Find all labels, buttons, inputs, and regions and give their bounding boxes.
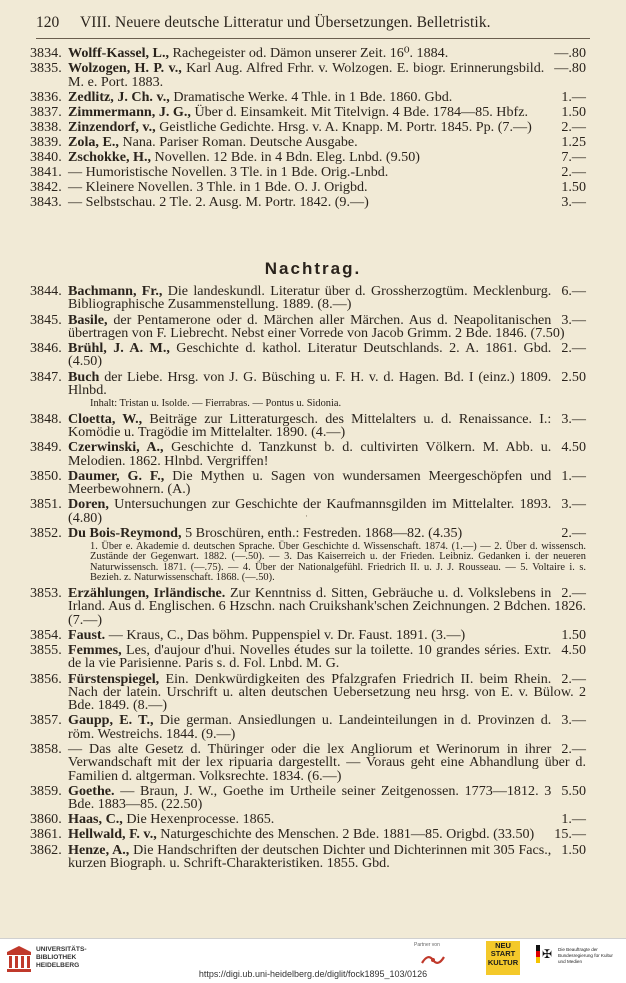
entry-author: Gaupp, E. T., bbox=[68, 712, 154, 729]
catalog-entry bbox=[0, 118, 626, 135]
entry-author: Hellwald, F. v., bbox=[68, 826, 157, 843]
entry-author: Cloetta, W., bbox=[68, 410, 143, 427]
catalog-entry bbox=[0, 587, 626, 627]
entry-description: — Braun, J. W., Goethe im Urtheile seiner Zeitgenossen. 1773—1812. 3 Bde. 1883—85. (22.50) bbox=[68, 782, 552, 813]
catalog-entry bbox=[0, 524, 626, 541]
entry-description: Die german. Ansiedlungen u. Landeinteilungen in d. Provinzen d. röm. Westreichs. 1844. (9.—) bbox=[68, 712, 552, 742]
entry-price: 2.— bbox=[561, 118, 586, 135]
entry-description: Karl Aug. Alfred Frhr. v. Wolzogen. E. biogr. Erinnerungsbild. M. e. Port. 1883. bbox=[68, 60, 545, 90]
entry-author: Erzählungen, Irländische. bbox=[68, 585, 226, 602]
entry-number: 3841. bbox=[30, 164, 62, 181]
section-title: Nachtrag. bbox=[264, 259, 362, 278]
entry-author: Fürstenspiegel, bbox=[68, 670, 160, 687]
catalog-entry bbox=[0, 148, 626, 165]
catalog-entry bbox=[0, 813, 626, 826]
entry-description: Die Handschriften der deutschen Dichter und Dichterinnen mit 305 Facs., kurzen Biograph. u. Schrift-Charakteristiken. 1855. Gbd. bbox=[68, 841, 552, 871]
entry-body bbox=[68, 103, 586, 120]
entry-body bbox=[68, 47, 586, 60]
catalog-list-supplement bbox=[0, 285, 626, 872]
catalog-entry bbox=[0, 47, 626, 60]
entry-body bbox=[68, 441, 586, 468]
entry-description: Die Mythen u. Sagen von wundersamen Meergeschöpfen und Meerbewohnern. (A.) bbox=[68, 467, 552, 497]
entry-number: 3853. bbox=[30, 585, 62, 602]
entry-description: Nana. Pariser Roman. Deutsche Ausgabe. bbox=[122, 133, 358, 150]
entry-body bbox=[68, 740, 586, 784]
entry-number: 3848. bbox=[30, 410, 62, 427]
entry-note: Inhalt: Tristan u. Isolde. — Fierrabras. — Pontus u. Sidonia. bbox=[90, 398, 342, 409]
neustart-kultur-logo[interactable] bbox=[486, 941, 520, 975]
entry-number: 3861. bbox=[30, 826, 62, 843]
running-title: VIII. Neuere deutsche Litteratur und Übersetzungen. Belletristik. bbox=[80, 14, 491, 31]
catalog-entry bbox=[0, 311, 626, 341]
catalog-entry bbox=[0, 828, 626, 841]
entry-number: 3840. bbox=[30, 148, 62, 165]
entry-price: —.80 bbox=[554, 45, 586, 61]
entry-description: 5 Broschüren, enth.: Festreden. 1868—82. (4.35) bbox=[185, 524, 463, 541]
catalog-entry bbox=[0, 740, 626, 784]
entry-body bbox=[68, 181, 586, 194]
entry-price: 3.— bbox=[561, 496, 586, 513]
catalog-entry bbox=[0, 62, 626, 89]
entry-body bbox=[68, 133, 586, 150]
neustart-line-2: START bbox=[490, 949, 516, 959]
entry-number: 3856. bbox=[30, 670, 62, 687]
entry-body bbox=[68, 587, 586, 627]
entry-price: 2.— bbox=[561, 740, 586, 757]
entry-price: 1.— bbox=[561, 467, 586, 484]
neustart-line-3: KULTUR bbox=[487, 957, 519, 967]
entry-number: 3847. bbox=[30, 368, 62, 385]
entry-number: 3839. bbox=[30, 133, 62, 150]
entry-description: der Pentamerone oder d. Märchen aller Märchen. Aus d. Neapolitanischen übertragen von F. Liebrecht. Nebst einer Vorrede von Jacob Grimm. 2 Bde. 1846. (7.50) bbox=[68, 311, 565, 341]
running-header bbox=[36, 14, 590, 34]
partner-logo-icon[interactable] bbox=[420, 951, 446, 969]
entry-body bbox=[68, 62, 586, 89]
catalog-entry bbox=[0, 368, 626, 398]
entry-description: Naturgeschichte des Menschen. 2 Bde. 1881—85. Origbd. (33.50) bbox=[160, 826, 535, 843]
entry-description: Über d. Einsamkeit. Mit Titelvign. 4 Bde. 1784—85. Hbfz. bbox=[194, 103, 528, 120]
entry-price: 3.— bbox=[561, 194, 586, 211]
eagle-icon: ✠ bbox=[542, 947, 553, 961]
permalink-url[interactable]: https://digi.ub.uni-heidelberg.de/diglit/fock1895_103/0126 bbox=[198, 969, 428, 979]
entry-author: Zedlitz, J. Ch. v., bbox=[68, 88, 170, 105]
entry-description: Geschichte d. kathol. Literatur Deutschlands. 2. A. 1861. Gbd. (4.50) bbox=[68, 340, 552, 370]
entry-description: — Kleinere Novellen. 3 Thle. in 1 Bde. O. J. Origbd. bbox=[68, 179, 368, 196]
catalog-entry bbox=[0, 342, 626, 369]
entry-number: 3835. bbox=[30, 60, 62, 77]
entry-price: 4.50 bbox=[561, 642, 586, 659]
entry-number: 3858. bbox=[30, 740, 62, 757]
ub-line-1: UNIVERSITÄTS- bbox=[36, 946, 87, 953]
entry-description: Rachegeister od. Dämon unserer Zeit. 16⁰. 1884. bbox=[172, 45, 449, 61]
entry-description: — Humoristische Novellen. 3 Tle. in 1 Bde. Orig.-Lnbd. bbox=[68, 164, 389, 181]
catalog-entry bbox=[0, 498, 626, 525]
entry-description: der Liebe. Hrsg. von J. G. Büsching u. F. H. v. d. Hagen. Bd. I (einz.) 1809. Hlnbd. bbox=[68, 368, 552, 398]
entry-description: Die landeskundl. Literatur über d. Grossherzogtüm. Mecklenburg. Bibliographische Zusammenstellung. 1889. (8.—) bbox=[68, 283, 552, 313]
entry-body bbox=[68, 498, 586, 525]
entry-description: Zur Kenntniss d. Sitten, Gebräuche u. d. Volkslebens in Irland. Aus d. Englischen. 6 Hzschn. nach Cruikshank'schen Zeichnungen. 2 Bdchen. 1826. (7.—) bbox=[68, 585, 586, 628]
entry-body bbox=[68, 626, 586, 643]
entry-description: Les, d'aujour d'hui. Novelles études sur la toilette. 10 grandes séries. Extr. de la vie Parisienne. Paris s. d. Fol. Lnbd. M. G. bbox=[68, 642, 552, 672]
catalog-entry bbox=[0, 644, 626, 671]
entry-price: 1.— bbox=[561, 88, 586, 105]
catalog-entry bbox=[0, 410, 626, 440]
entry-number: 3834. bbox=[30, 45, 62, 61]
viewer-footer bbox=[0, 938, 626, 983]
catalog-list-main bbox=[0, 47, 626, 211]
entry-description: — Kraus, C., Das böhm. Puppenspiel v. Dr. Faust. 1891. (3.—) bbox=[108, 626, 466, 643]
entry-body bbox=[68, 166, 586, 179]
entry-description: — Das alte Gesetz d. Thüringer oder die lex Angliorum et Werinorum in ihrer Verwandschaft mit der lex ripuaria dargestellt. — Voraus geht eine Abhandlung über d. Familien d. altgerman. Volksrechte. 1834. (6.—) bbox=[68, 740, 586, 784]
entry-number: 3838. bbox=[30, 118, 62, 135]
entry-description: Die Hexenprocesse. 1865. bbox=[126, 811, 275, 828]
entry-author: Haas, C., bbox=[68, 811, 123, 828]
entry-number: 3859. bbox=[30, 782, 62, 799]
entry-number: 3862. bbox=[30, 841, 62, 858]
entry-body bbox=[68, 714, 586, 741]
entry-price: 1.50 bbox=[561, 626, 586, 643]
entry-body bbox=[68, 813, 586, 826]
entry-description: Untersuchungen zur Geschichte der Kaufmannsgilden im Mittelalter. 1893. (4.80) bbox=[68, 496, 552, 526]
entry-body bbox=[68, 524, 586, 541]
entry-price: 2.— bbox=[561, 585, 586, 602]
catalog-entry bbox=[0, 181, 626, 194]
entry-body bbox=[68, 828, 586, 841]
entry-number: 3846. bbox=[30, 340, 62, 356]
entry-body bbox=[68, 644, 586, 671]
entry-price: 2.50 bbox=[561, 368, 586, 385]
catalog-entry bbox=[0, 626, 626, 643]
entry-body bbox=[68, 311, 586, 341]
entry-author: Daumer, G. F., bbox=[68, 467, 165, 484]
entry-author: Goethe. bbox=[68, 782, 115, 799]
page-number: 120 bbox=[36, 14, 60, 31]
catalog-entry bbox=[0, 714, 626, 741]
entry-description: Geistliche Gedichte. Hrsg. v. A. Knapp. M. Portr. 1845. Pp. (7.—) bbox=[159, 118, 532, 135]
entry-body bbox=[68, 410, 586, 440]
entry-note: 1. Über e. Akademie d. deutschen Sprache. Über Geschichte d. Wissenschaft. 1874. (1.—) — 2. Über d. wissensch. Zustände der Gegenwart. 1882. (—.50). — 3. Das Kaiserreich u. der Frieden. Leibniz. Gedanken i. der neueren Naturwissensch. 1871. (—.75). — 4. Über der Nationalgefühl. Friedrich II. u. J. J. Rousseau. — 5. Voltaire i. s. Bezieh. z. Naturwissenschaft. 1868. (—.50). bbox=[90, 540, 586, 584]
catalog-entry bbox=[0, 103, 626, 120]
entry-number: 3857. bbox=[30, 712, 62, 729]
entry-author: Femmes, bbox=[68, 642, 122, 659]
entry-author: Zola, E., bbox=[68, 133, 119, 150]
entry-price: 1.25 bbox=[561, 133, 586, 150]
entry-description: Geschichte d. Tanzkunst b. d. cultivirten Völkern. M. Abb. u. Melodien. 1862. Hlnbd. Vergriffen! bbox=[68, 439, 552, 469]
catalog-entry bbox=[0, 285, 626, 312]
entry-number: 3851. bbox=[30, 496, 62, 513]
entry-author: Zschokke, H., bbox=[68, 148, 152, 165]
catalog-entry bbox=[0, 196, 626, 209]
neustart-line-1: NEU bbox=[495, 941, 511, 950]
entry-number: 3849. bbox=[30, 439, 62, 456]
entry-author: Henze, A., bbox=[68, 841, 130, 858]
paper-speck: · bbox=[305, 511, 308, 521]
entry-number: 3837. bbox=[30, 103, 62, 120]
bkm-text: Die Beauftragte der Bundesregierung für Kultur und Medien bbox=[558, 947, 613, 964]
entry-number: 3860. bbox=[30, 811, 62, 828]
entry-price: 3.— bbox=[561, 712, 586, 729]
entry-number: 3852. bbox=[30, 524, 62, 541]
entry-author: Doren, bbox=[68, 496, 109, 513]
entry-author: Du Bois-Reymond, bbox=[68, 524, 182, 541]
entry-body bbox=[68, 118, 586, 135]
entry-description: Ein. Denkwürdigkeiten des Pfalzgrafen Friedrich II. beim Rhein. Nach der latein. Urschrift u. alten deutschen Uebersetzung neu hrsg. von E. v. Bülow. 2 Bde. 1849. (8.—) bbox=[68, 670, 586, 714]
entry-price: 2.— bbox=[561, 670, 586, 687]
entry-price: 2.— bbox=[561, 340, 586, 356]
entry-body bbox=[68, 196, 586, 209]
entry-author: Wolzogen, H. P. v., bbox=[68, 60, 182, 77]
catalog-entry bbox=[0, 88, 626, 105]
entry-description: Novellen. 12 Bde. in 4 Bdn. Eleg. Lnbd. (9.50) bbox=[154, 148, 420, 165]
entry-price: 1.— bbox=[561, 811, 586, 828]
entry-price: 15.— bbox=[554, 826, 586, 843]
entry-body bbox=[68, 285, 586, 312]
entry-author: Basile, bbox=[68, 311, 108, 328]
entry-price: 2.— bbox=[561, 164, 586, 181]
entry-price: 2.— bbox=[561, 524, 586, 541]
ub-line-3: HEIDELBERG bbox=[36, 962, 80, 969]
entry-number: 3843. bbox=[30, 194, 62, 211]
catalog-entry bbox=[0, 782, 626, 813]
german-flag-icon bbox=[536, 945, 540, 963]
catalog-entry bbox=[0, 670, 626, 714]
entry-description: Dramatische Werke. 4 Thle. in 1 Bde. 1860. Gbd. bbox=[173, 88, 453, 105]
entry-price: 3.— bbox=[561, 311, 586, 328]
entry-author: Zimmermann, J. G., bbox=[68, 103, 191, 120]
entry-price: 3.— bbox=[561, 410, 586, 427]
entry-description: Beiträge zur Litteraturgesch. des Mittelalters u. d. Renaissance. I.: Komödie u. Tragödie im Mittelalter. 1890. (4.—) bbox=[68, 410, 552, 440]
entry-number: 3844. bbox=[30, 283, 62, 299]
entry-author: Zinzendorf, v., bbox=[68, 118, 156, 135]
catalog-entry bbox=[0, 133, 626, 150]
entry-author: Faust. bbox=[68, 626, 106, 643]
entry-body bbox=[68, 467, 586, 497]
catalog-entry bbox=[0, 166, 626, 179]
entry-price: 1.50 bbox=[561, 103, 586, 120]
entry-author: Wolff-Kassel, L., bbox=[68, 45, 170, 61]
entry-description: — Selbstschau. 2 Tle. 2. Ausg. M. Portr. 1842. (9.—) bbox=[68, 194, 369, 211]
entry-price: 4.50 bbox=[561, 439, 586, 456]
entry-price: 7.— bbox=[561, 148, 586, 165]
entry-price: —.80 bbox=[554, 60, 586, 77]
entry-price: 1.50 bbox=[561, 179, 586, 196]
entry-number: 3855. bbox=[30, 642, 62, 659]
entry-number: 3854. bbox=[30, 626, 62, 643]
entry-body bbox=[68, 342, 586, 369]
entry-author: Bachmann, Fr., bbox=[68, 283, 163, 299]
ub-logo-text bbox=[36, 946, 87, 970]
entry-number: 3842. bbox=[30, 179, 62, 196]
entry-author: Buch bbox=[68, 368, 100, 385]
entry-author: Brühl, J. A. M., bbox=[68, 340, 170, 356]
header-rule bbox=[36, 38, 590, 39]
entry-number: 3850. bbox=[30, 467, 62, 484]
catalog-entry bbox=[0, 841, 626, 871]
bkm-logo[interactable] bbox=[536, 943, 616, 973]
entry-price: 1.50 bbox=[561, 841, 586, 858]
entry-body bbox=[68, 782, 586, 813]
entry-author: Czerwinski, A., bbox=[68, 439, 164, 456]
entry-price: 5.50 bbox=[561, 782, 586, 799]
entry-number: 3836. bbox=[30, 88, 62, 105]
entry-body bbox=[68, 841, 586, 871]
partner-label: Partner von bbox=[414, 942, 440, 948]
ub-line-2: BIBLIOTHEK bbox=[36, 954, 77, 961]
entry-price: 6.— bbox=[561, 283, 586, 299]
entry-body bbox=[68, 148, 586, 165]
entry-body bbox=[68, 670, 586, 714]
entry-body bbox=[68, 88, 586, 105]
entry-number: 3845. bbox=[30, 311, 62, 328]
entry-body bbox=[68, 368, 586, 398]
catalog-entry bbox=[0, 467, 626, 497]
catalog-entry bbox=[0, 441, 626, 468]
